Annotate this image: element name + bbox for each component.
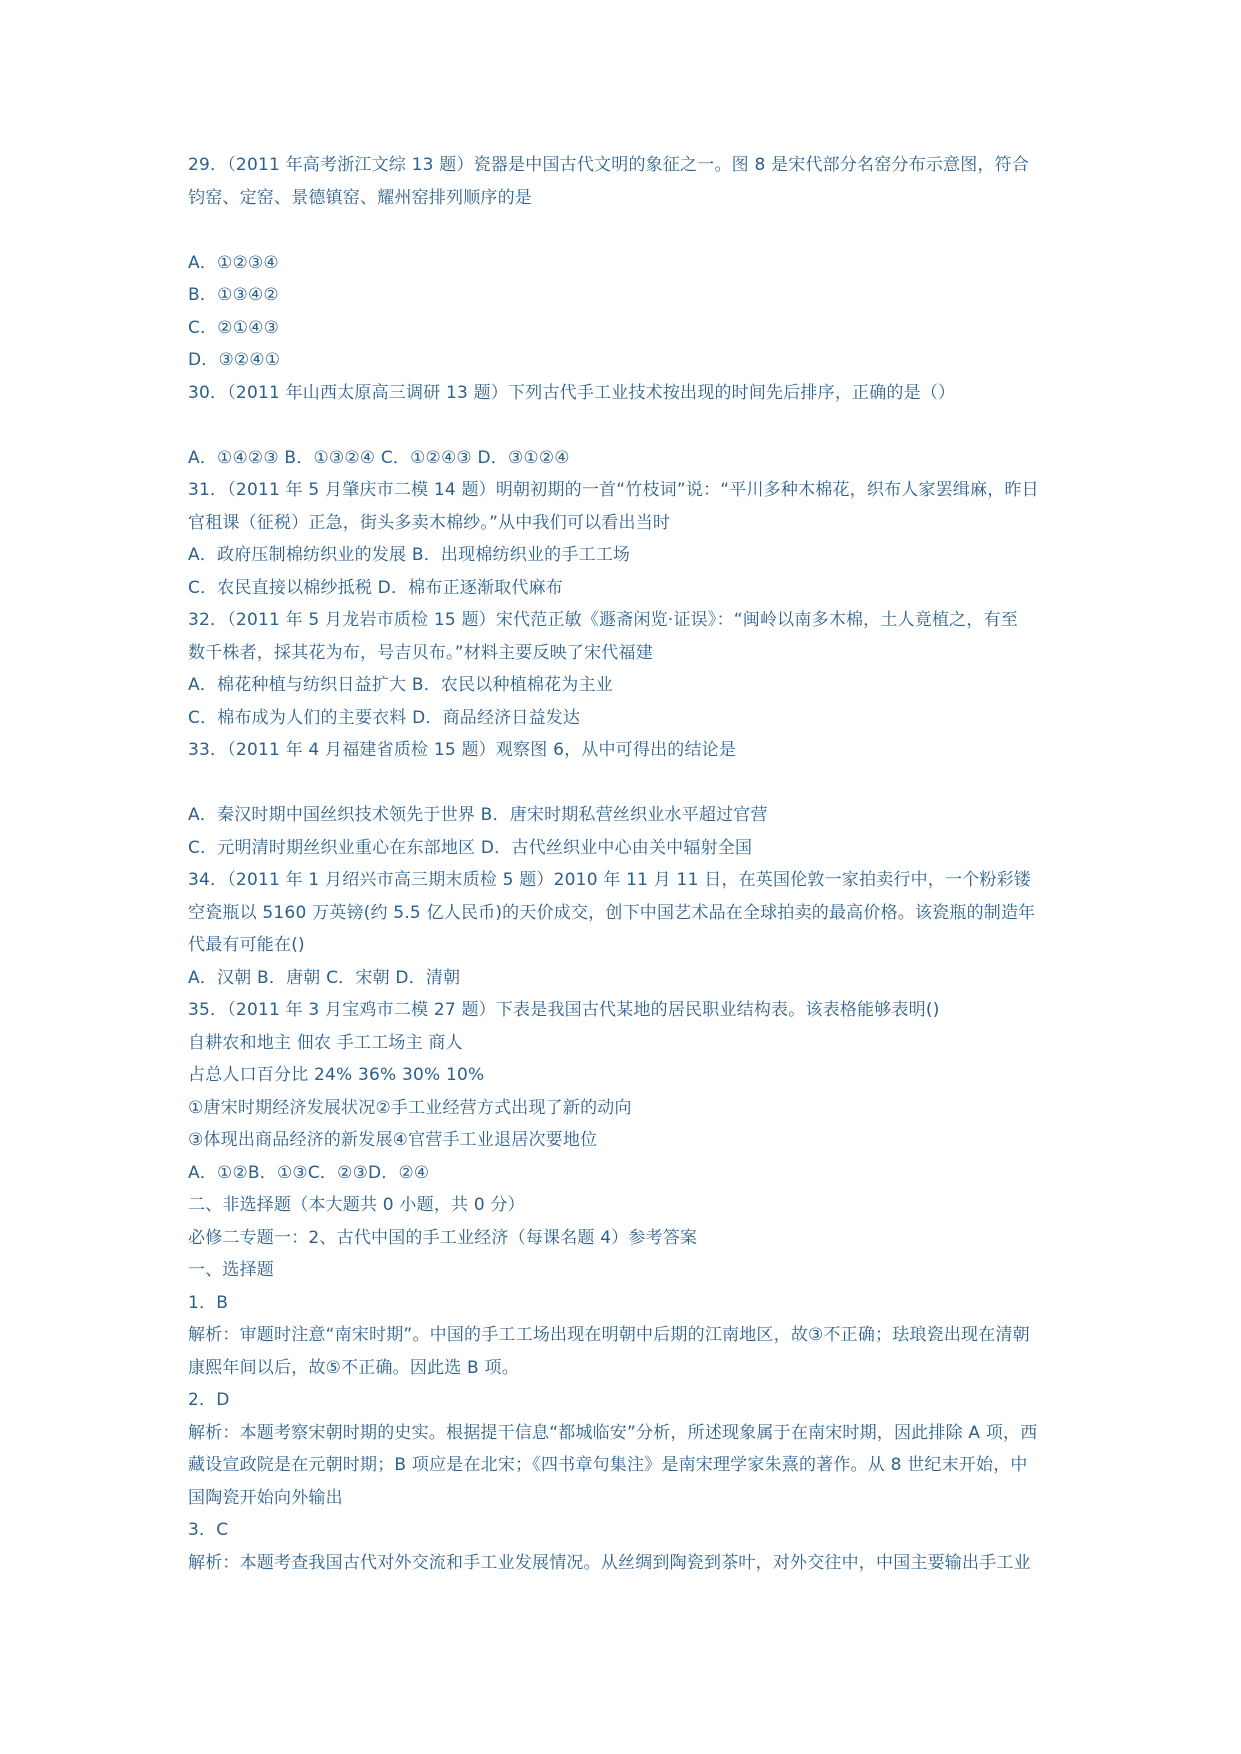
text-line: 官租课（征税）正急，街头多卖木棉纱。”从中我们可以看出当时 (188, 512, 671, 533)
option-line: A．①②③④ (188, 252, 279, 273)
explanation-line: 解析：审题时注意“南宋时期”。中国的手工工场出现在明朝中后期的江南地区，故③不正确；珐琅瓷出现在清朝 (188, 1325, 1030, 1345)
text-line: 数千株者，採其花为布，号吉贝布。”材料主要反映了宋代福建 (188, 642, 653, 663)
option-line: D．③②④① (188, 350, 281, 370)
option-line: A．棉花种植与纺织日益扩大 B．农民以种植棉花为主业 (188, 675, 613, 695)
answer-line: 1．B (188, 1292, 229, 1313)
option-line: B．①③④② (188, 285, 279, 305)
answer-line: 2．D (188, 1390, 230, 1410)
option-line: C．元明清时期丝织业重心在东部地区 D．古代丝织业中心由关中辐射全国 (188, 837, 753, 858)
blank-line (188, 767, 1058, 800)
option-line: A．秦汉时期中国丝织技术领先于世界 B．唐宋时期私营丝织业水平超过官营 (188, 805, 768, 825)
text-line: 31．（2011 年 5 月肇庆市二模 14 题）明朝初期的一首“竹枝词”说：“平川多种木棉花，织布人家罢缉麻，昨日 (188, 480, 1039, 500)
answer-line: 3．C (188, 1520, 229, 1540)
text-line: 代最有可能在() (188, 935, 305, 955)
text-line: 空瓷瓶以 5160 万英镑(约 5.5 亿人民币)的天价成交，创下中国艺术品在全球拍卖的最高价格。该瓷瓶的制造年 (188, 902, 1036, 923)
option-line: C．农民直接以棉纱抵税 D．棉布正逐渐取代麻布 (188, 577, 563, 598)
table-row-line: 占总人口百分比 24% 36% 30% 10% (188, 1065, 485, 1085)
text-line: 35．（2011 年 3 月宝鸡市二模 27 题）下表是我国古代某地的居民职业结构表。该表格能够表明() (188, 1000, 940, 1020)
explanation-line: 解析：本题考查我国古代对外交流和手工业发展情况。从丝绸到陶瓷到茶叶，对外交往中，中国主要输出手工业 (188, 1552, 1031, 1573)
explanation-line: 藏设宣政院是在元朝时期；B 项应是在北宋；《四书章句集注》是南宋理学家朱熹的著作。从 8 世纪末开始，中 (188, 1455, 1028, 1475)
text-line: ③体现出商品经济的新发展④官营手工业退居次要地位 (188, 1130, 598, 1150)
option-line: A．①②B．①③C．②③D．②④ (188, 1162, 430, 1183)
option-line: A．①④②③ B．①③②④ C．①②④③ D．③①②④ (188, 447, 570, 468)
text-line: 32．（2011 年 5 月龙岩市质检 15 题）宋代范正敏《遯斋闲览·证误》：“闽岭以南多木棉，土人竟植之，有至 (188, 610, 1018, 630)
blank-line (188, 409, 1058, 442)
document-page (188, 149, 1058, 1579)
option-line: C．②①④③ (188, 317, 280, 338)
answer-title: 必修二专题一：2、古代中国的手工业经济（每课名题 4）参考答案 (188, 1227, 698, 1248)
explanation-line: 国陶瓷开始向外输出 (188, 1487, 343, 1508)
text-line: 钧窑、定窑、景德镇窑、耀州窑排列顺序的是 (188, 187, 532, 208)
text-line: 34．（2011 年 1 月绍兴市高三期末质检 5 题）2010 年 11 月 11 日，在英国伦敦一家拍卖行中，一个粉彩镂 (188, 870, 1031, 890)
text-line: 30．（2011 年山西太原高三调研 13 题）下列古代手工业技术按出现的时间先后排序，正确的是（） (188, 382, 956, 403)
table-header-line: 自耕农和地主 佃农 手工工场主 商人 (188, 1032, 463, 1053)
blank-line (188, 214, 1058, 247)
section-heading: 二、非选择题（本大题共 0 小题，共 0 分） (188, 1195, 525, 1215)
text-line: ①唐宋时期经济发展状况②手工业经营方式出现了新的动向 (188, 1097, 632, 1118)
text-line: 33．（2011 年 4 月福建省质检 15 题）观察图 6，从中可得出的结论是 (188, 740, 737, 760)
option-line: C．棉布成为人们的主要衣料 D．商品经济日益发达 (188, 707, 581, 728)
explanation-line: 康熙年间以后，故⑤不正确。因此选 B 项。 (188, 1357, 519, 1378)
option-line: A．汉朝 B．唐朝 C．宋朝 D．清朝 (188, 967, 461, 988)
text-line: 29．（2011 年高考浙江文综 13 题）瓷器是中国古代文明的象征之一。图 8 是宋代部分名窑分布示意图，符合 (188, 155, 1030, 175)
option-line: A．政府压制棉纺织业的发展 B．出现棉纺织业的手工工场 (188, 545, 631, 565)
section-heading: 一、选择题 (188, 1260, 274, 1280)
explanation-line: 解析：本题考察宋朝时期的史实。根据提干信息“都城临安”分析，所述现象属于在南宋时期，因此排除 A 项，西 (188, 1422, 1038, 1443)
